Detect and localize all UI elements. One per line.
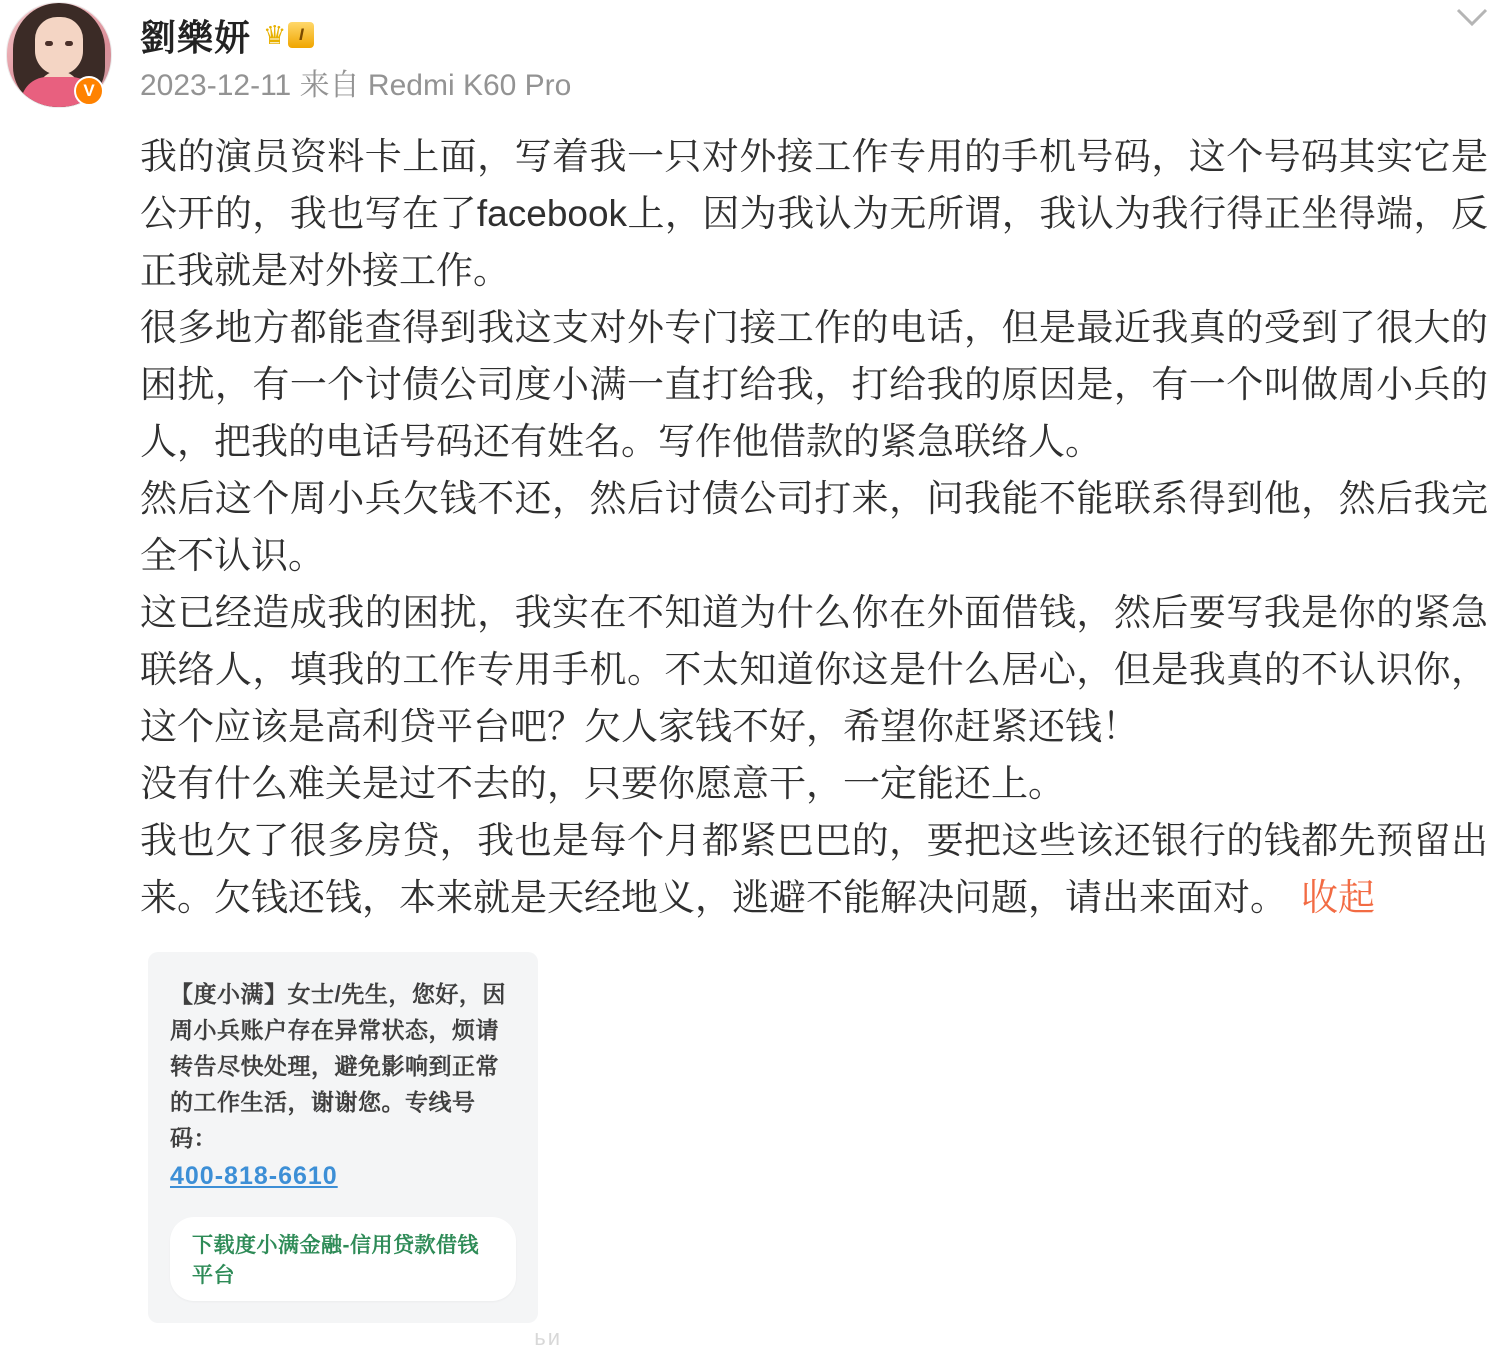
sms-watermark: ьи [534,1325,562,1350]
sms-message-text: 【度小满】女士/先生，您好，因周小兵账户存在异常状态，烦请转告尽快处理，避免影响到正常的工作生活，谢谢您。专线号码： [170,981,506,1151]
post-paragraph-text: 我也欠了很多房贷，我也是每个月都紧巴巴的，要把这些该还银行的钱都先预留出来。欠钱还钱，本来就是天经地义，逃避不能解决问题，请出来面对。 [140,820,1488,918]
quoted-sms-card [148,952,562,1350]
post-header [0,0,1502,106]
collapse-text-link[interactable]: 收起 [1301,877,1375,918]
sms-download-button[interactable]: 下载度小满金融-信用贷款借钱平台 [170,1217,516,1301]
post-paragraph: 这已经造成我的困扰，我实在不知道为什么你在外面借钱，然后要写我是你的紧急联络人，填我的工作专用手机。不太知道你这是什么居心，但是我真的不认识你，这个应该是高利贷平台吧？欠人家钱不好，希望你赶紧还钱！ [140,592,1488,747]
post-meta [140,66,1502,106]
post-paragraph-last [140,812,1488,926]
chevron-down-icon[interactable] [1452,2,1492,32]
post-date: 2023-12-11 [140,69,292,102]
post-source-prefix: 来自 [299,69,360,102]
avatar-eye-left [45,41,53,46]
post-paragraph: 然后这个周小兵欠钱不还，然后讨债公司打来，问我能不能联系得到他，然后我完全不认识。 [140,478,1488,576]
post-paragraph: 很多地方都能查得到我这支对外专门接工作的电话，但是最近我真的受到了很大的困扰，有一个讨债公司度小满一直打给我，打给我的原因是，有一个叫做周小兵的人，把我的电话号码还有姓名。写作他借款的紧急联络人。 [140,307,1488,462]
vip-badge[interactable] [263,22,314,48]
avatar-face-shape [35,17,83,75]
post-paragraph: 我的演员资料卡上面，写着我一只对外接工作专用的手机号码，这个号码其实它是公开的，我也写在了facebook上，因为我认为无所谓，我认为我行得正坐得端，反正我就是对外接工作。 [140,136,1488,291]
crown-icon: ♛ [263,20,287,50]
post-paragraph: 没有什么难关是过不去的，只要你愿意干，一定能还上。 [140,763,1065,804]
avatar[interactable] [6,2,114,130]
vip-level-label: I [288,22,314,48]
author-name[interactable]: 劉樂妍 [140,16,252,58]
author-name-row [140,12,1502,58]
post-content [140,128,1488,926]
sms-phone-link[interactable]: 400-818-6610 [170,1162,338,1190]
post-device[interactable]: Redmi K60 Pro [367,69,572,102]
avatar-eye-right [65,41,73,46]
author-info [140,4,1502,106]
verified-badge-icon[interactable]: V [74,76,104,106]
